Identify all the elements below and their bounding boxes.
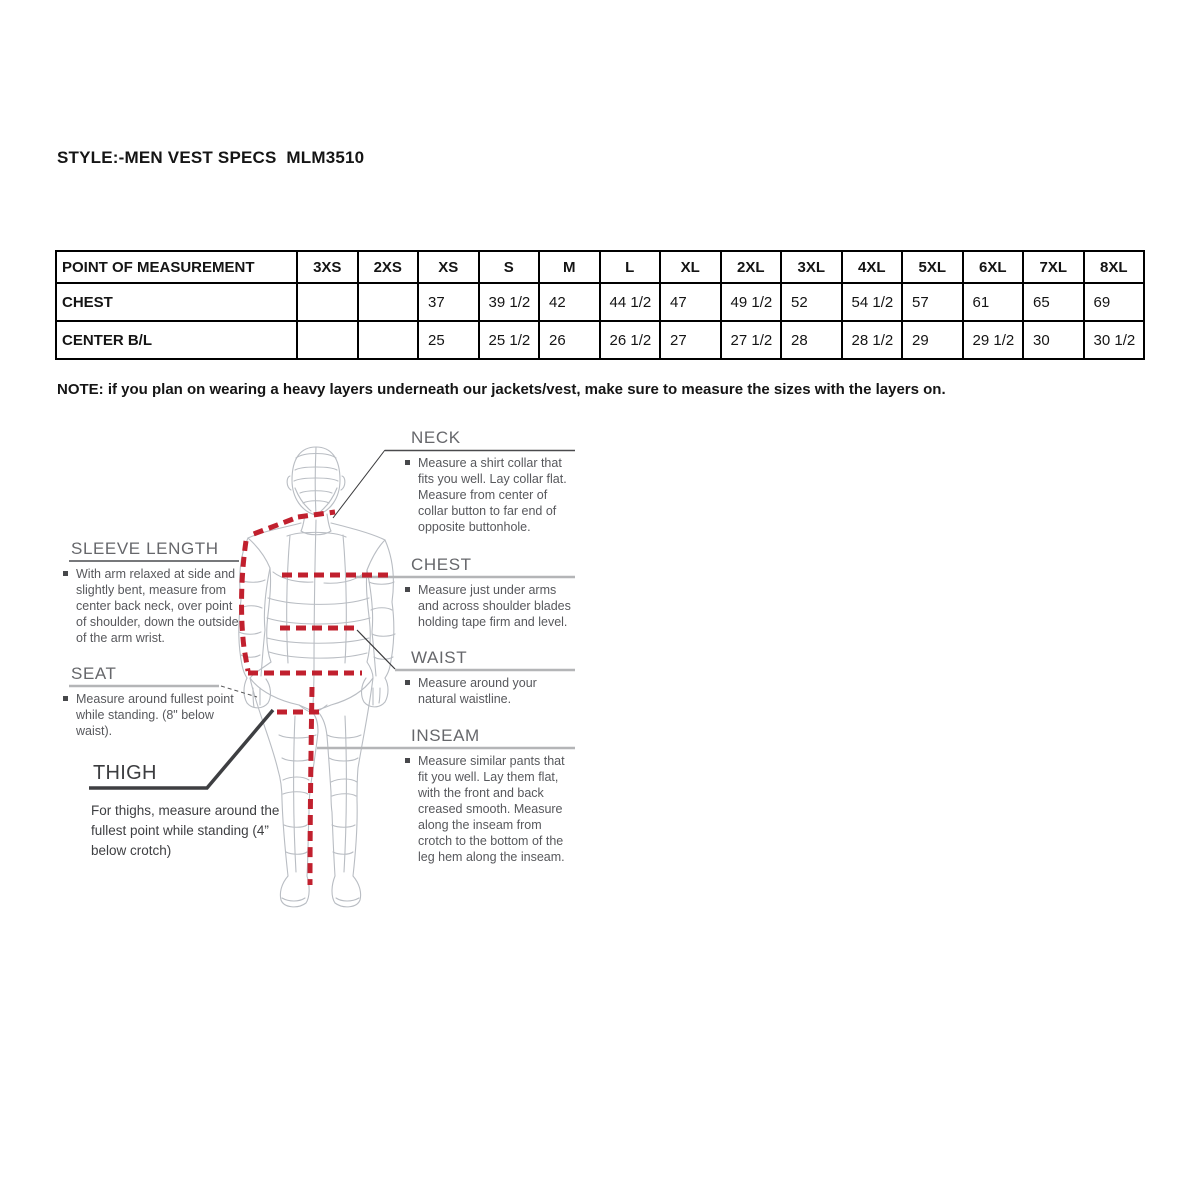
section-neck [405,426,577,535]
section-neck-description: Measure a shirt collar that fits you well. Lay collar flat. Measure from center of collar button to far end of opposite buttonhole. [405,455,577,535]
measurement-cell: 39 1/2 [479,283,540,321]
size-table-header-row [56,251,1144,283]
neck-measure-line [298,512,335,517]
measurement-cell [358,283,419,321]
measurement-cell: 42 [539,283,600,321]
bullet-square-icon [63,696,68,701]
bullet-square-icon [63,571,68,576]
inseam-measure-line [310,687,312,885]
column-size-3xl: 3XL [781,251,842,283]
section-neck-title: NECK [411,428,461,447]
section-waist [405,646,577,707]
table-row-center-b-l [56,321,1144,359]
document-title: STYLE:-MEN VEST SPECS MLM3510 [57,148,365,167]
column-size-m: M [539,251,600,283]
column-size-l: L [600,251,661,283]
section-chest-description: Measure just under arms and across shoulder blades holding tape firm and level. [405,582,577,630]
section-sleeve-length [63,537,241,646]
measurement-cell: 57 [902,283,963,321]
section-inseam-description: Measure similar pants that fit you well. Lay them flat, with the front and back creased smooth. Measure along the inseam from crotch to the bottom of the leg hem along the inseam. [405,753,577,865]
column-size-6xl: 6XL [963,251,1024,283]
measurement-cell: 29 1/2 [963,321,1024,359]
measurement-cell: 30 [1023,321,1084,359]
measurement-cell [297,283,358,321]
column-size-xs: XS [418,251,479,283]
section-thigh-title: THIGH [93,762,157,784]
measurement-cell: 26 [539,321,600,359]
neck-connector [333,450,385,518]
section-sleeve-length-title: SLEEVE LENGTH [71,539,219,558]
bullet-square-icon [405,587,410,592]
measurement-cell: 25 [418,321,479,359]
measurement-cell: 27 [660,321,721,359]
column-size-2xl: 2XL [721,251,782,283]
measurement-cell: 44 1/2 [600,283,661,321]
measurement-cell: 27 1/2 [721,321,782,359]
column-size-2xs: 2XS [358,251,419,283]
section-waist-title: WAIST [411,648,468,667]
measurement-cell: 69 [1084,283,1145,321]
section-seat-description: Measure around fullest point while standing. (8" below waist). [63,691,241,739]
column-size-4xl: 4XL [842,251,903,283]
measurement-cell: 52 [781,283,842,321]
measurement-cell: 37 [418,283,479,321]
section-seat-title: SEAT [71,664,117,683]
section-waist-description: Measure around your natural waistline. [405,675,577,707]
row-label: CENTER B/L [56,321,297,359]
bullet-square-icon [405,680,410,685]
measurement-cell: 65 [1023,283,1084,321]
measurement-cell: 30 1/2 [1084,321,1145,359]
size-table [55,250,1145,360]
bullet-square-icon [405,758,410,763]
size-table-body [56,283,1144,359]
column-size-s: S [479,251,540,283]
measurement-cell: 54 1/2 [842,283,903,321]
section-inseam-title: INSEAM [411,726,480,745]
bullet-square-icon [405,460,410,465]
measurement-diagram [55,420,600,920]
measurement-cell [297,321,358,359]
measurement-cell: 28 1/2 [842,321,903,359]
section-chest-title: CHEST [411,555,472,574]
column-size-7xl: 7XL [1023,251,1084,283]
column-size-xl: XL [660,251,721,283]
section-sleeve-length-description: With arm relaxed at side and slightly bent, measure from center back neck, over point of shoulder, down the outside of the arm wrist. [63,566,241,646]
column-size-8xl: 8XL [1084,251,1145,283]
measurement-cell: 29 [902,321,963,359]
section-seat [63,662,241,739]
note-text: NOTE: if you plan on wearing a heavy layers underneath our jackets/vest, make sure to measure the sizes with the layers on. [57,381,946,398]
measurement-cell: 49 1/2 [721,283,782,321]
table-row-chest [56,283,1144,321]
column-size-5xl: 5XL [902,251,963,283]
measurement-cell: 25 1/2 [479,321,540,359]
section-chest [405,553,577,630]
section-thigh-description: For thighs, measure around the fullest point while standing (4” below crotch) [91,803,280,858]
row-label: CHEST [56,283,297,321]
measurement-cell: 61 [963,283,1024,321]
measurement-cell: 47 [660,283,721,321]
column-size-3xs: 3XS [297,251,358,283]
measurement-cell: 28 [781,321,842,359]
measurement-cell: 26 1/2 [600,321,661,359]
section-thigh [91,758,281,861]
measurement-cell [358,321,419,359]
column-point-of-measurement: POINT OF MEASUREMENT [56,251,297,283]
section-inseam [405,724,577,865]
